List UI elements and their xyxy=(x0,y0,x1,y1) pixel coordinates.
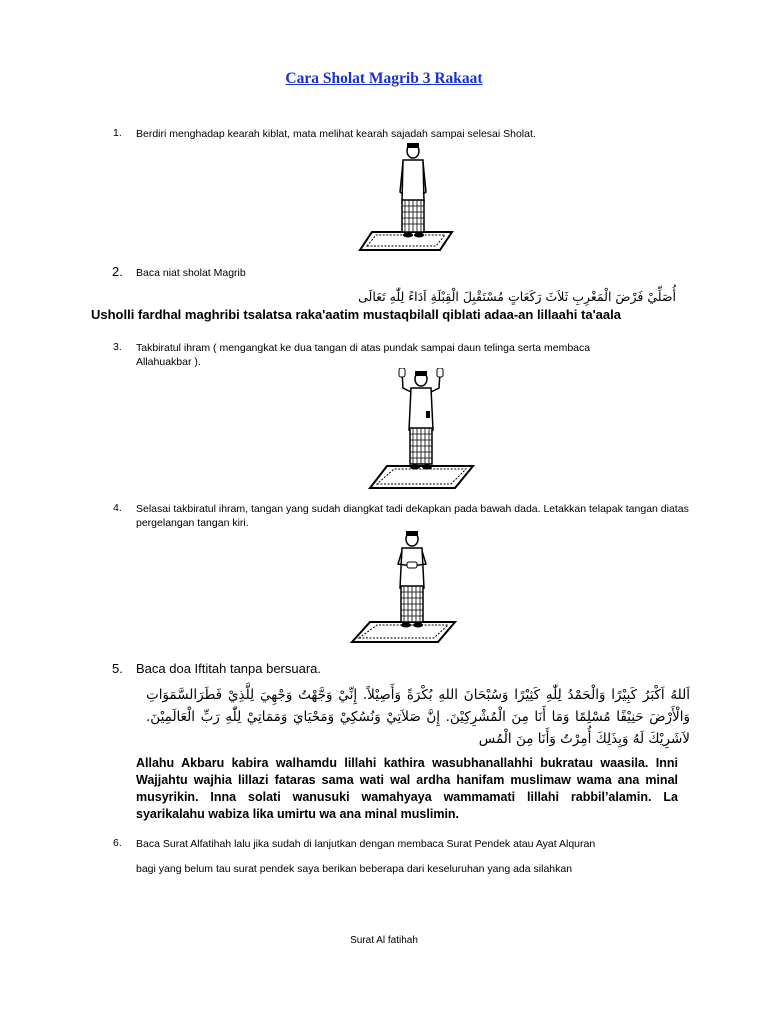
step-6-text: Baca Surat Alfatihah lalu jika sudah di lanjutkan dengan membaca Surat Pendek atau Ayat Alquran xyxy=(136,838,596,850)
takbir-figure-icon xyxy=(355,368,490,496)
step-4-text: Selasai takbiratul ihram, tangan yang sudah diangkat tadi dekapkan pada bawah dada. Letakkan telapak tangan diatas pergelangan tangan kiri. xyxy=(136,503,689,529)
step-2-number: 2. xyxy=(112,264,123,279)
iftitah-arabic-text: اَللهُ اَكْبَرُ كَبِيْرًا وَالْحَمْدُ لِلّٰهِ كَثِيْرًا وَسُبْحَانَ اللهِ بُكْرَةً وَأَصِيْلاً. إِنِّيْ وَجَّهْتُ وَجْهِيَ لِلَّذِيْ فَطَرَالسَّمَوَاتِ وَالْأَرْضَ حَنِيْفًا مُسْلِمًا وَمَا أَنَا مِنَ الْمُشْرِكِيْنَ. إِنَّ صَلاَتِيْ وَنُسُكِيْ وَمَحْيَايَ وَمَمَاتِيْ لِلّٰهِ رَبِّ الْعَالَمِيْنَ. لاَشَرِيْكَ لَهُ وَبِذَلِكَ أُمِرْتُ وَأَنَا مِنَ الْمُس xyxy=(146,687,690,747)
step-5-text: Baca doa Iftitah tanpa bersuara. xyxy=(136,661,322,676)
step-5-number: 5. xyxy=(112,661,123,676)
step-2-text: Baca niat sholat Magrib xyxy=(136,267,246,279)
page-title[interactable]: Cara Sholat Magrib 3 Rakaat xyxy=(285,70,483,87)
step-1-text: Berdiri menghadap kearah kiblat, mata melihat kearah sajadah sampai selesai Sholat. xyxy=(136,128,536,140)
sedekap-figure-icon xyxy=(340,528,460,650)
niat-arabic-text: أُصَلِّيْ فَرْضَ الْمَغْرِبِ ثَلاَثَ رَكَعَاتٍ مُسْتَقْبِلَ الْقِبْلَةِ اَدَاءً لِلّٰهِ تَعَالَى xyxy=(358,289,676,304)
step-3-text: Takbiratul ihram ( mengangkat ke dua tangan di atas pundak sampai daun telinga serta membaca Allahuakbar ). xyxy=(136,342,591,368)
section-heading-al-fatihah: Surat Al fatihah xyxy=(350,935,418,946)
standing-figure-icon xyxy=(340,140,460,258)
niat-latin-text: Usholli fardhal maghribi tsalatsa raka'aatim mustaqbilall qiblati adaa-an lillaahi ta'aala xyxy=(91,307,621,322)
step-4-number: 4. xyxy=(113,502,122,514)
step-6-text-2: bagi yang belum tau surat pendek saya berikan beberapa dari keseluruhan yang ada silahkan xyxy=(136,863,573,875)
iftitah-latin-text: Allahu Akbaru kabira walhamdu lillahi kathira wasubhanallahhi bukratau waasila. Inni Wajjahtu wajhia lillazi fataras sama wati wal ardha hanifam muslimaw wama ana minal musyrikin. Inna solati wanusuki wamahyaya wammamati lillahi rabbil’alamin. La syarikalahu wabiza lika umirtu wa ana minal muslimin. xyxy=(136,756,678,821)
step-6-number: 6. xyxy=(113,837,122,849)
step-1-number: 1. xyxy=(113,127,122,139)
step-3-number: 3. xyxy=(113,341,122,353)
